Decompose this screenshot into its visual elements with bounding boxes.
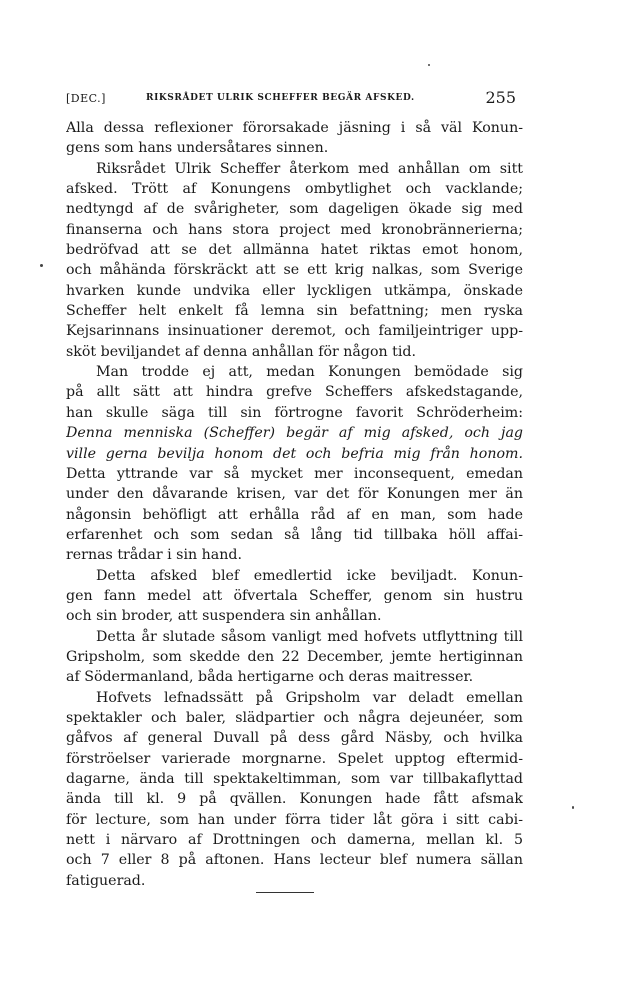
page-number: 255: [485, 88, 516, 107]
text-line: Detta yttrande var så mycket mer inconsequent, emedan: [66, 465, 523, 482]
text-line: hvarken kunde undvika eller lyckligen utkämpa, önskade: [66, 282, 523, 299]
print-speck: [572, 806, 574, 809]
text-line: förströelser varierade morgnarne. Spelet upptog eftermid-: [66, 750, 523, 767]
text-line: afsked. Trött af Konungens ombytlighet och vacklande;: [66, 181, 523, 198]
italic-quote-line: ville gerna bevilja honom det och befria mig från honom.: [66, 445, 523, 462]
text-line: erfarenhet och som sedan så lång tid tillbaka höll affai-: [66, 526, 523, 543]
paragraph-first-line: Man trodde ej att, medan Konungen bemödade sig: [96, 364, 523, 381]
text-line: finanserna och hans stora project med kronobrännerierna;: [66, 221, 523, 238]
text-line: nett i närvaro af Drottningen och damerna, mellan kl. 5: [66, 832, 523, 849]
text-line: och sin broder, att suspendera sin anhållan.: [66, 608, 382, 625]
text-line: nedtyngd af de svårigheter, som dageligen ökade sig med: [66, 201, 523, 218]
text-line: gens som hans undersåtares sinnen.: [66, 140, 329, 157]
text-line: Alla dessa reflexioner förorsakade jäsning i så väl Konun-: [66, 120, 523, 136]
body-text: [66, 118, 523, 891]
text-line: Gripsholm, som skedde den 22 December, jemte hertiginnan: [66, 648, 523, 665]
text-line: spektakler och baler, slädpartier och några dejeunéer, som: [66, 709, 523, 726]
text-line: han skulle säga till sin förtrogne favorit Schröderheim:: [66, 404, 523, 421]
paragraph-first-line: Detta år slutade såsom vanligt med hofvets utflyttning till: [96, 628, 523, 645]
paragraph-first-line: Hofvets lefnadssätt på Gripsholm var deladt emellan: [96, 689, 523, 706]
closing-rule: [256, 892, 314, 893]
print-speck: [428, 64, 430, 66]
text-line: för lecture, som han under förra tider låt göra i sitt cabi-: [66, 811, 523, 828]
print-speck: [40, 264, 43, 267]
text-line: gåfvos af general Duvall på dess gård Näsby, och hvilka: [66, 730, 523, 747]
running-title: RIKSRÅDET ULRIK SCHEFFER BEGÄR AFSKED.: [146, 93, 415, 103]
text-line: af Södermanland, båda hertigarne och deras maitresser.: [66, 669, 474, 686]
text-line: Scheffer helt enkelt få lemna sin befattning; men ryska: [66, 303, 523, 320]
paragraph-first-line: Detta afsked blef emedlertid icke beviljadt. Konun-: [96, 567, 523, 584]
text-line: på allt sätt att hindra grefve Scheffers afskedstagande,: [66, 384, 523, 401]
text-line: sköt beviljandet af denna anhållan för någon tid.: [66, 343, 416, 360]
text-line: någonsin behöfligt att erhålla råd af en man, som hade: [66, 506, 523, 523]
text-line: Kejsarinnans insinuationer deremot, och familjeintriger upp-: [66, 323, 523, 340]
text-line: och måhända förskräckt att se ett krig nalkas, som Sverige: [66, 262, 523, 279]
section-marker: [DEC.]: [66, 92, 106, 105]
text-line: gen fann medel att öfvertala Scheffer, genom sin hustru: [66, 587, 523, 604]
text-line: rernas trådar i sin hand.: [66, 547, 242, 564]
text-line: dagarne, ända till spektakeltimman, som var tillbakaflyttad: [66, 771, 523, 787]
text-line: under den dåvarande krisen, var det för Konungen mer än: [66, 486, 523, 503]
text-line: och 7 eller 8 på aftonen. Hans lecteur blef numera sällan: [66, 852, 523, 869]
text-line: ända till kl. 9 på qvällen. Konungen hade fått afsmak: [66, 791, 523, 808]
paragraph-first-line: Riksrådet Ulrik Scheffer återkom med anhållan om sitt: [96, 160, 523, 177]
italic-quote-line: Denna menniska (Scheffer) begär af mig afsked, och jag: [66, 425, 523, 442]
running-header: [66, 88, 516, 110]
text-line: bedröfvad att se det allmänna hatet riktas emot honom,: [66, 242, 523, 259]
text-line: fatiguerad.: [66, 872, 146, 889]
